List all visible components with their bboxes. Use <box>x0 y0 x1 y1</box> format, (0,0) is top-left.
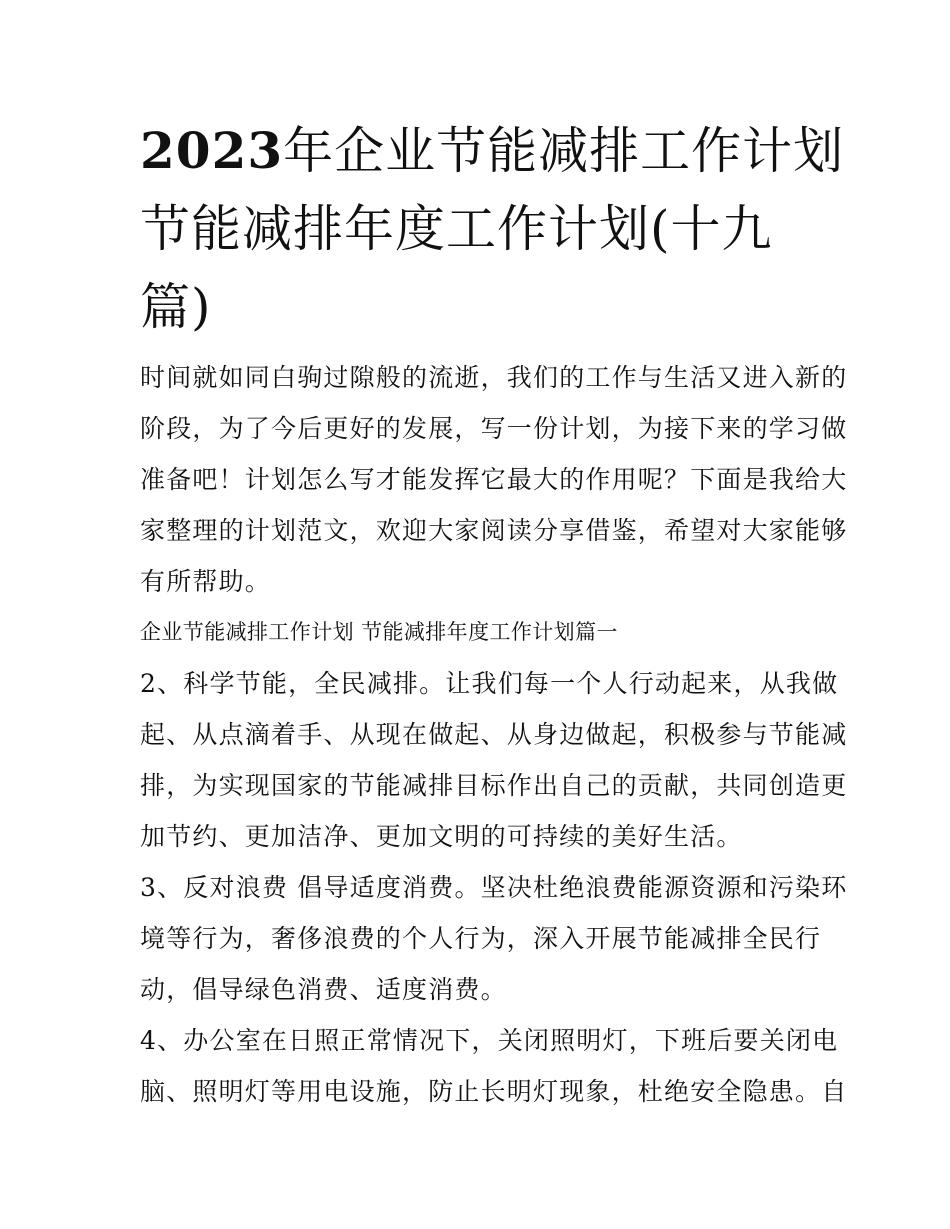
item-2-paragraph <box>140 658 848 862</box>
item-3-line: 动，倡导绿色消费、适度消费。 <box>140 975 507 1004</box>
item-3-paragraph <box>140 862 848 1015</box>
item-2-line: 排，为实现国家的节能减排目标作出自己的贡献，共同创造更 <box>140 771 848 800</box>
intro-line: 准备吧！计划怎么写才能发挥它最大的作用呢？下面是我给大 <box>140 465 848 494</box>
document-body <box>140 352 848 1117</box>
title-line-1-text: 年企业节能减排工作计划 <box>283 122 845 180</box>
document-title <box>140 112 845 346</box>
intro-line: 有所帮助。 <box>140 567 272 596</box>
intro-line: 时间就如同白驹过隙般的流逝，我们的工作与生活又进入新的 <box>140 363 848 392</box>
item-3-line: 境等行为，奢侈浪费的个人行为，深入开展节能减排全民行 <box>140 924 822 953</box>
title-line-1 <box>140 112 845 190</box>
title-line-2: 节能减排年度工作计划(十九 <box>140 200 773 258</box>
item-2-line: 2、科学节能，全民减排。让我们每一个人行动起来，从我做 <box>140 669 839 698</box>
item-3-line: 3、反对浪费 倡导适度消费。坚决杜绝浪费能源资源和污染环 <box>140 873 848 902</box>
item-2-line: 加节约、更加洁净、更加文明的可持续的美好生活。 <box>140 822 743 851</box>
section-heading: 企业节能减排工作计划 节能减排年度工作计划篇一 <box>140 620 618 644</box>
title-line-3: 篇) <box>140 278 212 336</box>
item-4-line: 4、办公室在日照正常情况下，关闭照明灯，下班后要关闭电 <box>140 1026 839 1055</box>
title-year: 2023 <box>140 121 284 180</box>
item-4-line: 脑、照明灯等用电设施，防止长明灯现象，杜绝安全隐患。自 <box>140 1077 848 1106</box>
item-2-line: 起、从点滴着手、从现在做起、从身边做起，积极参与节能减 <box>140 720 848 749</box>
item-4-paragraph <box>140 1015 848 1117</box>
intro-line: 家整理的计划范文，欢迎大家阅读分享借鉴，希望对大家能够 <box>140 516 848 545</box>
intro-paragraph <box>140 352 848 607</box>
intro-line: 阶段，为了今后更好的发展，写一份计划，为接下来的学习做 <box>140 414 848 443</box>
